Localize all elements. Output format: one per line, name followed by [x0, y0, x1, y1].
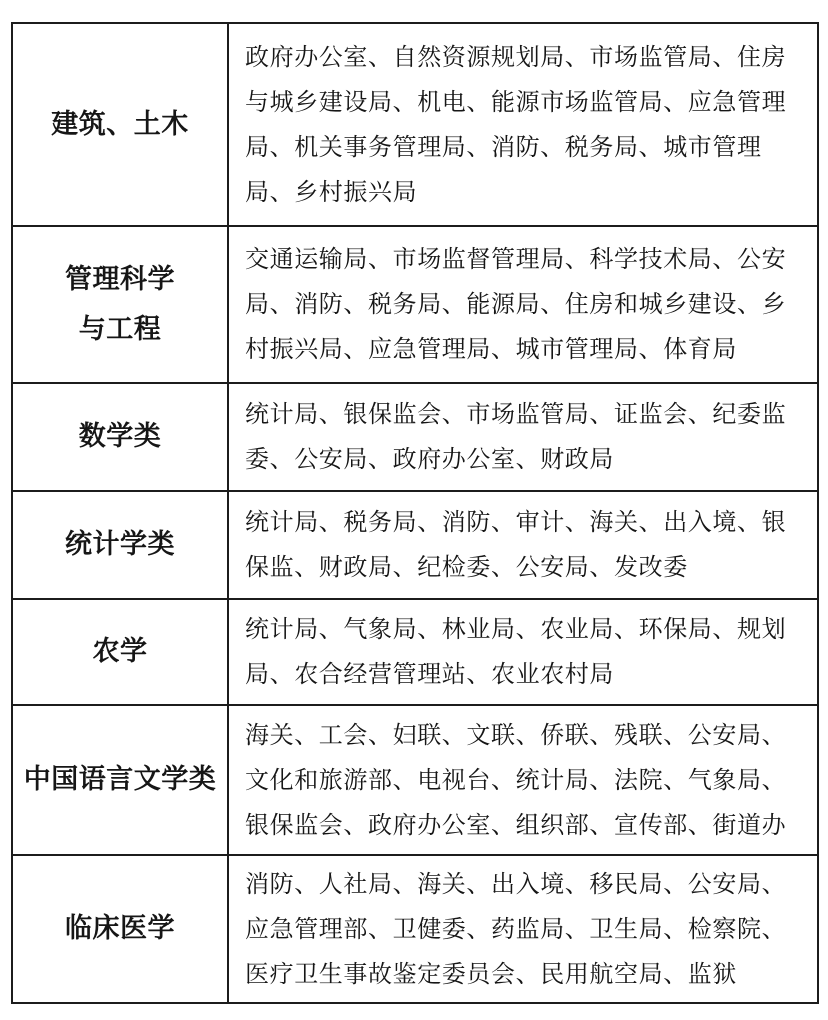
major-label: 管理科学与工程	[65, 263, 175, 345]
departments-cell	[228, 491, 818, 599]
table-row	[12, 383, 818, 491]
departments-cell	[228, 855, 818, 1003]
table-row	[12, 491, 818, 599]
major-label: 数学类	[78, 421, 162, 452]
major-cell	[12, 226, 228, 383]
departments-text: 政府办公室、自然资源规划局、市场监管局、住房与城乡建设局、机电、能源市场监管局、应急管理局、机关事务管理局、消防、税务局、城市管理局、乡村振兴局	[245, 42, 787, 206]
departments-text: 统计局、银保监会、市场监管局、证监会、纪委监委、公安局、政府办公室、财政局	[245, 400, 787, 473]
table-row	[12, 599, 818, 705]
departments-text: 统计局、税务局、消防、审计、海关、出入境、银保监、财政局、纪检委、公安局、发改委	[245, 508, 787, 581]
table-row	[12, 23, 818, 226]
major-label: 临床医学	[65, 913, 175, 944]
departments-cell	[228, 226, 818, 383]
major-cell	[12, 855, 228, 1003]
table-row	[12, 855, 818, 1003]
departments-text: 交通运输局、市场监督管理局、科学技术局、公安局、消防、税务局、能源局、住房和城乡建设、乡村振兴局、应急管理局、城市管理局、体育局	[245, 245, 787, 363]
departments-cell	[228, 599, 818, 705]
major-cell	[12, 705, 228, 855]
departments-text: 统计局、气象局、林业局、农业局、环保局、规划局、农合经营管理站、农业农村局	[245, 615, 787, 688]
major-department-table	[11, 22, 819, 1004]
major-label: 建筑、土木	[51, 108, 189, 140]
departments-text: 海关、工会、妇联、文联、侨联、残联、公安局、文化和旅游部、电视台、统计局、法院、气象局、银保监会、政府办公室、组织部、宣传部、街道办	[245, 720, 787, 839]
major-cell	[12, 383, 228, 491]
major-cell	[12, 491, 228, 599]
table-row	[12, 705, 818, 855]
major-cell	[12, 599, 228, 705]
departments-text: 消防、人社局、海关、出入境、移民局、公安局、应急管理部、卫健委、药监局、卫生局、检察院、医疗卫生事故鉴定委员会、民用航空局、监狱	[245, 869, 787, 988]
major-label: 中国语言文学类	[23, 764, 217, 795]
major-cell	[12, 23, 228, 226]
departments-cell	[228, 705, 818, 855]
table-row	[12, 226, 818, 383]
major-label: 农学	[92, 636, 148, 667]
departments-cell	[228, 23, 818, 226]
major-label: 统计学类	[65, 529, 175, 560]
departments-cell	[228, 383, 818, 491]
